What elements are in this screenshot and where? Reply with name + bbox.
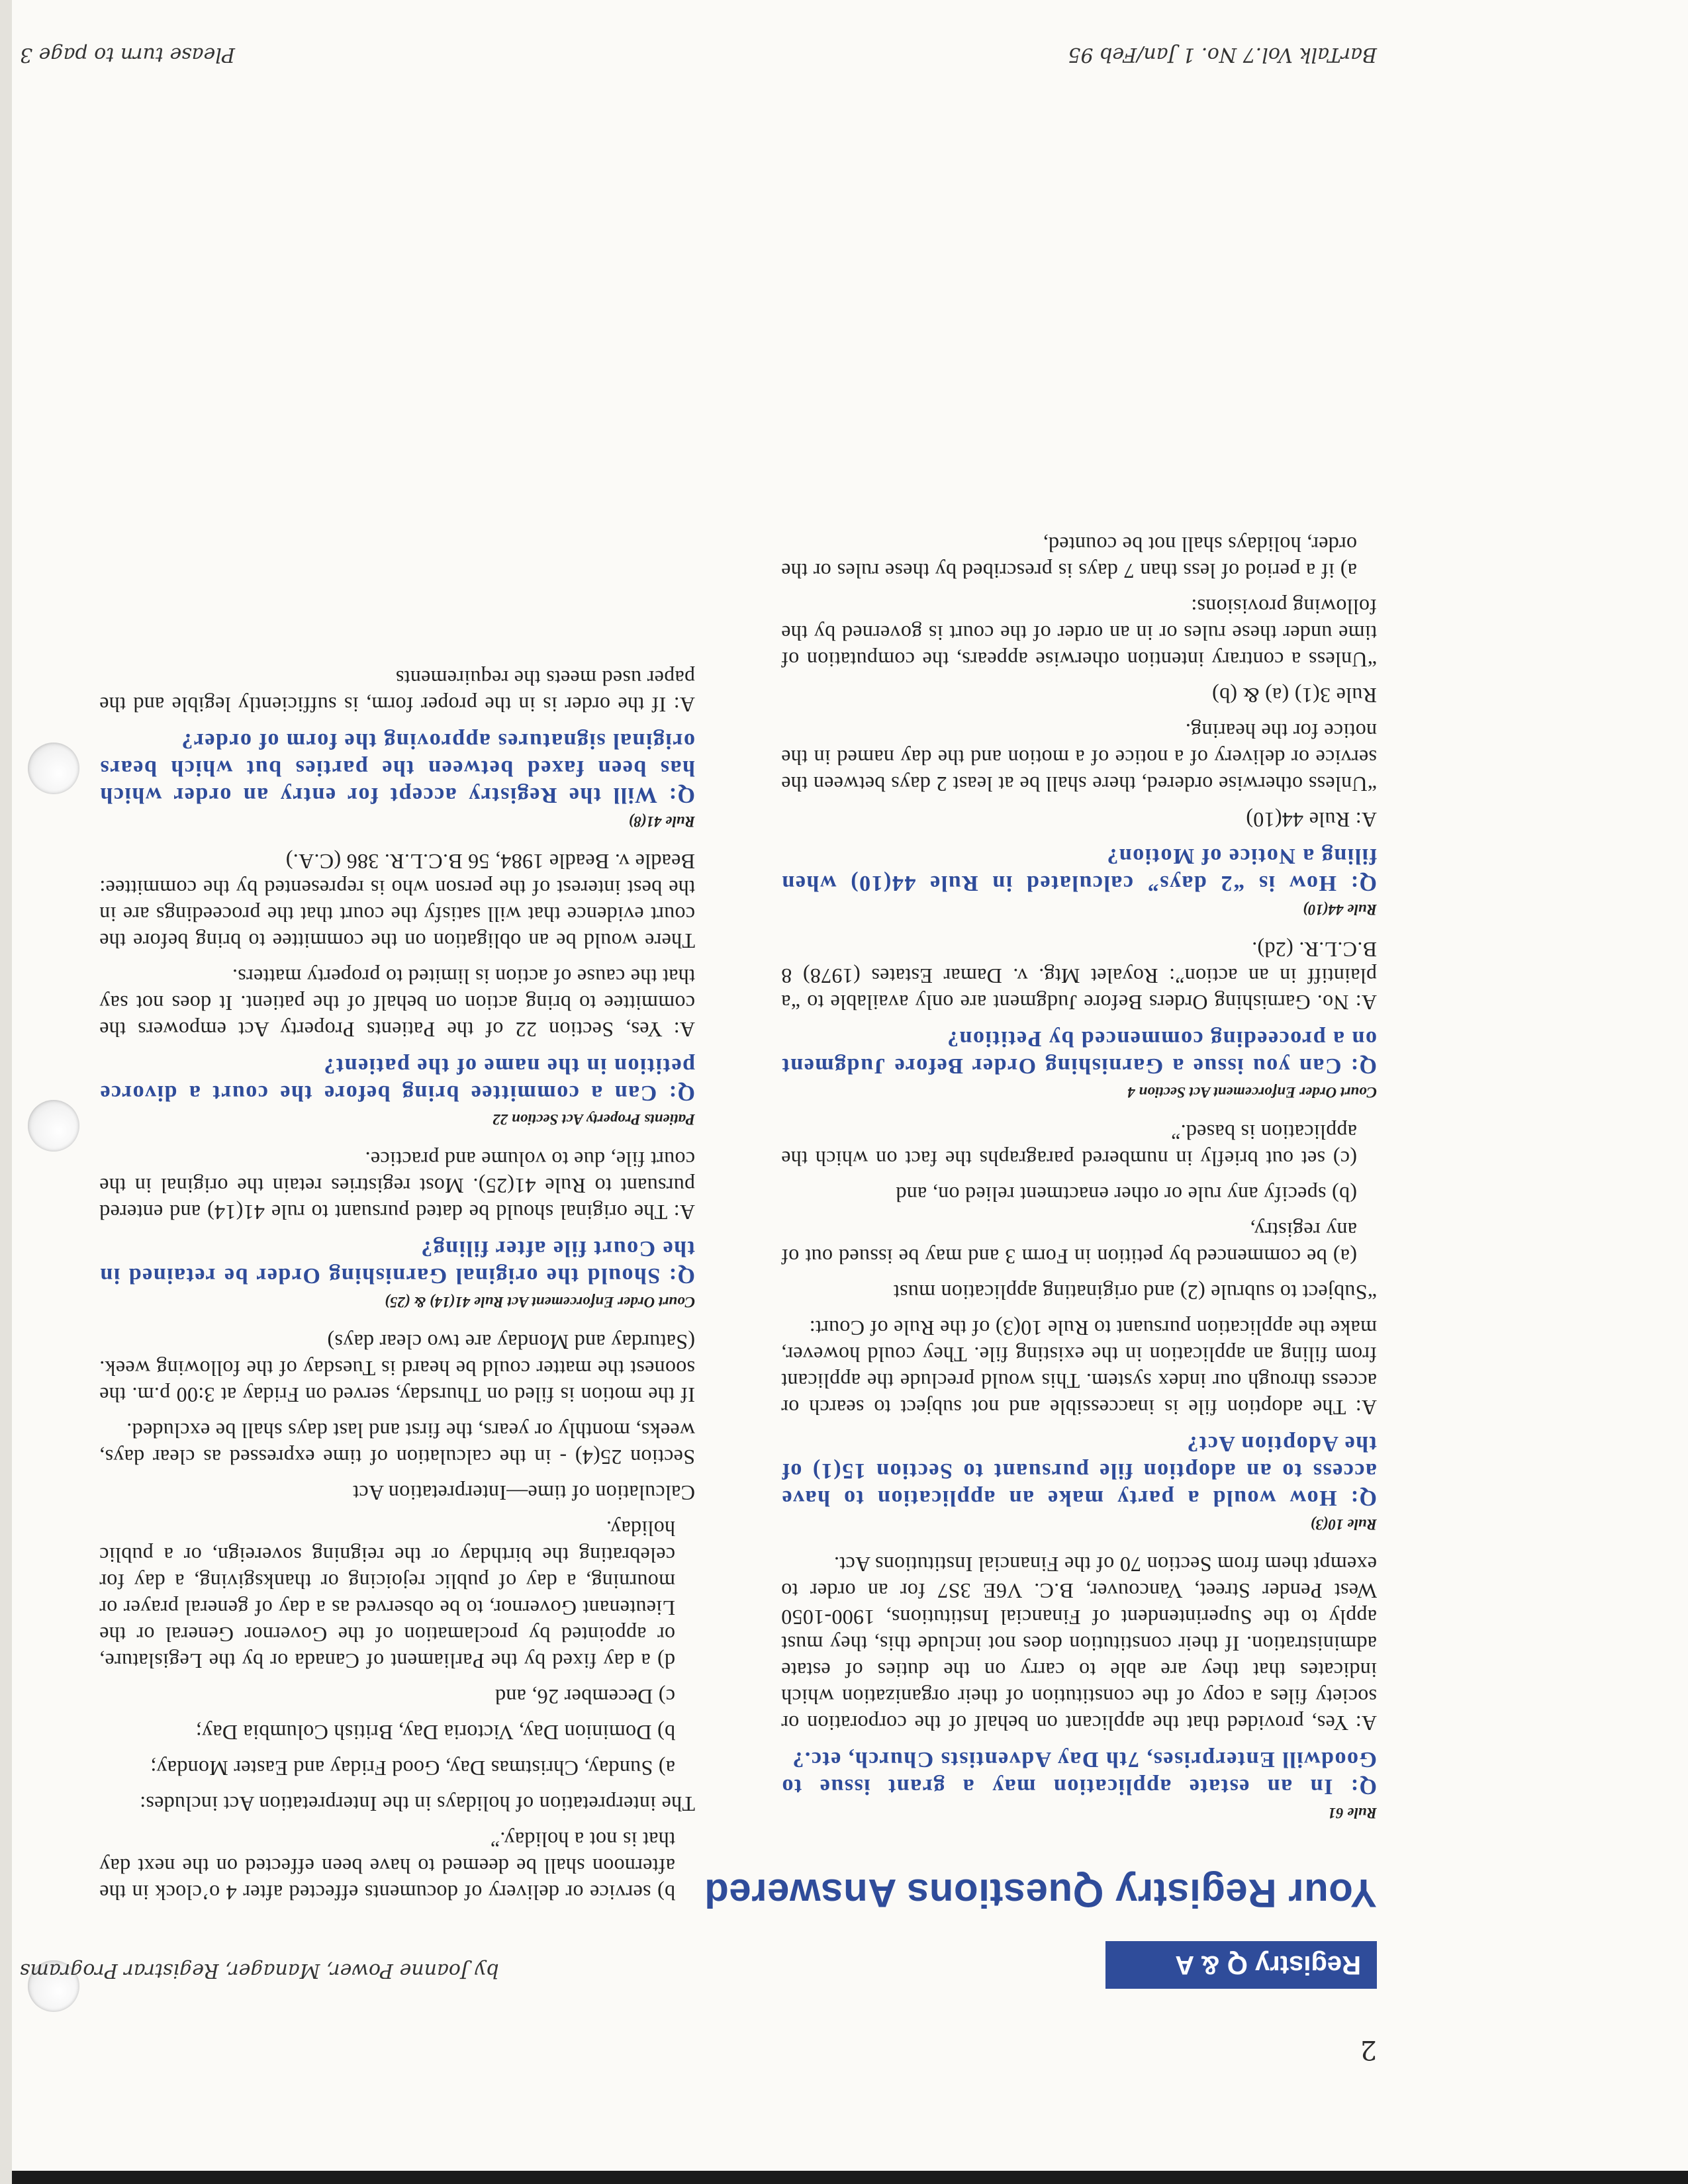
rule-reference: Rule 44(10) xyxy=(1303,901,1377,918)
list-item: b) service or delivery of documents effected after 4 o’clock in the afternoon shall be deemed to have been effected on the next day that is not a holiday.” xyxy=(99,1828,675,1905)
answer-paragraph: A: The original should be dated pursuant to rule 41(14) and entered pursuant to Rule 41(25). Most registries retain the original in the court file, due to volume and practice. xyxy=(99,1148,695,1224)
punch-hole xyxy=(28,743,79,794)
answer-paragraph: A: Rule 44(10) xyxy=(1246,808,1377,832)
page-number: 2 xyxy=(1360,2034,1377,2065)
answer-paragraph: “Subject to subrule (2) and originating application must xyxy=(893,1281,1377,1304)
rule-reference: Court Order Enforcement Act Rule 41(14) & (25) xyxy=(385,1294,695,1310)
left-column xyxy=(781,522,1377,1840)
list-item: (c) set out briefly in numbered paragraphs the fact on which the application is based.” xyxy=(781,1120,1357,1171)
rule-reference: Patients Property Act Section 22 xyxy=(492,1111,695,1128)
question: Q: In an estate application may a grant issue to Goodwill Enterprises, 7th Day Adventists Church, etc.? xyxy=(781,1747,1377,1799)
answer-paragraph: A: Yes, provided that the applicant on behalf of the corporation or society files a copy of the constitution of their organization which indicates that they are able to carry on the duties of estate administration. If their constitution does not include this, they must apply to the Superintendent of Financial Institutions, 1900-1050 West Pender Street, Vancouver, B.C. V6E 3S7 for an order to exempt them from Section 70 of the Financial Institutions Act. xyxy=(781,1553,1377,1735)
answer-paragraph: There would be an obligation on the committee to bring before the court evidence that will satisfy the court that the proceedings are in the best interest of the person who is represented by the committee: Beadle v. Beadle 1984, 56 B.C.L.R. 386 (C.A.) xyxy=(99,850,695,953)
answer-paragraph: Section 25(4) - in the calculation of time expressed as clear days, weeks, monthly or years, the first and last days shall be excluded. xyxy=(99,1419,695,1469)
question: Q: Will the Registry accept for entry an order which has been faxed between the parties but which bears original signatures approving the form of order? xyxy=(99,729,695,807)
list-item: a) Sunday, Christmas Day, Good Friday and Easter Monday; xyxy=(150,1756,675,1780)
question: Q: Can you issue a Garnishing Order Before Judgment on a proceeding commenced by Petition? xyxy=(781,1026,1377,1078)
punch-hole xyxy=(28,1100,79,1152)
page-title: Your Registry Questions Answered xyxy=(704,1871,1377,1915)
list-item: (a) be commenced by petition in Form 3 and may be issued out of any registry, xyxy=(781,1218,1357,1269)
byline: by Joanne Power, Manager, Registrar Programs xyxy=(20,1959,499,1982)
footer-issue: BarTalk Vol.7 No. 1 Jan/Feb 95 xyxy=(1068,43,1377,66)
answer-paragraph: Rule 3(1) (a) & (b) xyxy=(1211,684,1377,707)
answer-paragraph: A: If the order is in the proper form, is sufficiently legible and the paper used meets the requirements xyxy=(99,666,695,717)
answer-paragraph: “Unless a contrary intention otherwise appears, the computation of time under these rules or in an order of the court is governed by the following provisions: xyxy=(781,595,1377,672)
scan-edge xyxy=(0,2171,1688,2184)
question: Q: Can a committee bring before the court a divorce petition in the name of the patient? xyxy=(99,1054,695,1105)
rule-reference: Court Order Enforcement Act Section 4 xyxy=(1127,1084,1377,1101)
rule-reference: Rule 41(8) xyxy=(628,813,695,830)
answer-paragraph: The interpretation of holidays in the Interpretation Act includes: xyxy=(139,1792,695,1816)
right-column xyxy=(99,656,695,1906)
rule-reference: Rule 61 xyxy=(1328,1805,1377,1821)
footer-continue: Please turn to page 3 xyxy=(20,43,236,66)
scan-edge xyxy=(0,0,12,2184)
answer-paragraph: “Unless otherwise ordered, there shall be at least 2 days between the service or delivery of a notice of a motion and the day named in the notice for the hearing. xyxy=(781,719,1377,796)
answer-paragraph: A: Yes, Section 22 of the Patients Property Act empowers the committee to bring action on behalf of the patient. It does not say that the cause of action is limited to property matters. xyxy=(99,965,695,1042)
list-item: d) a day fixed by the Parliament of Canada or by the Legislature, or appointed by proclamation of the Governor General or the Lieutenant Governor, to be observed as a day of general prayer or mourning, a day of public rejoicing or thanksgiving, a day for celebrating the birthday or the reigning sovereign, or a public holiday. xyxy=(99,1517,675,1673)
answer-paragraph: A: No. Garnishing Orders Before Judgment are only available to “a plaintiff in an action”: Royalet Mtg. v. Damar Estates (1978) 8 B.C.L.R. (2d). xyxy=(781,938,1377,1015)
question: Q: Should the original Garnishing Order be retained in the Court file after filing? xyxy=(99,1236,695,1288)
rule-reference: Rule 10(3) xyxy=(1310,1516,1377,1533)
question: Q: How is “2 days” calculated in Rule 44(10) when filing a Notice of Motion? xyxy=(781,844,1377,895)
answer-paragraph: A: The adoption file is inaccessible and not subject to search or access through our index system. This would preclude the applicant from filing an application in the existing file. They could however, make the application pursuant to Rule 10(3) of the Rule of Court: xyxy=(781,1316,1377,1420)
answer-paragraph: Calculation of time—Interpretation Act xyxy=(352,1481,695,1505)
list-item: (b) specify any rule or other enactment relied on, and xyxy=(896,1183,1357,1206)
list-item: c) December 26, and xyxy=(494,1685,675,1709)
list-item: a) if a period of less than 7 days is prescribed by these rules or the order, holidays shall not be counted, xyxy=(781,533,1357,583)
answer-paragraph: If the motion is filed on Thursday, served on Friday at 3:00 p.m. the soonest the matter could be heard is Tuesday of the following week. (Saturday and Monday are two clear days) xyxy=(99,1330,695,1407)
section-tag: Registry Q & A xyxy=(1105,1941,1377,1989)
question: Q: How would a party make an application to have access to an adoption file pursuant to Section 15(1) of the Adoption Act? xyxy=(781,1432,1377,1510)
list-item: b) Dominion Day, Victoria Day, British Columbia Day; xyxy=(195,1721,675,1745)
